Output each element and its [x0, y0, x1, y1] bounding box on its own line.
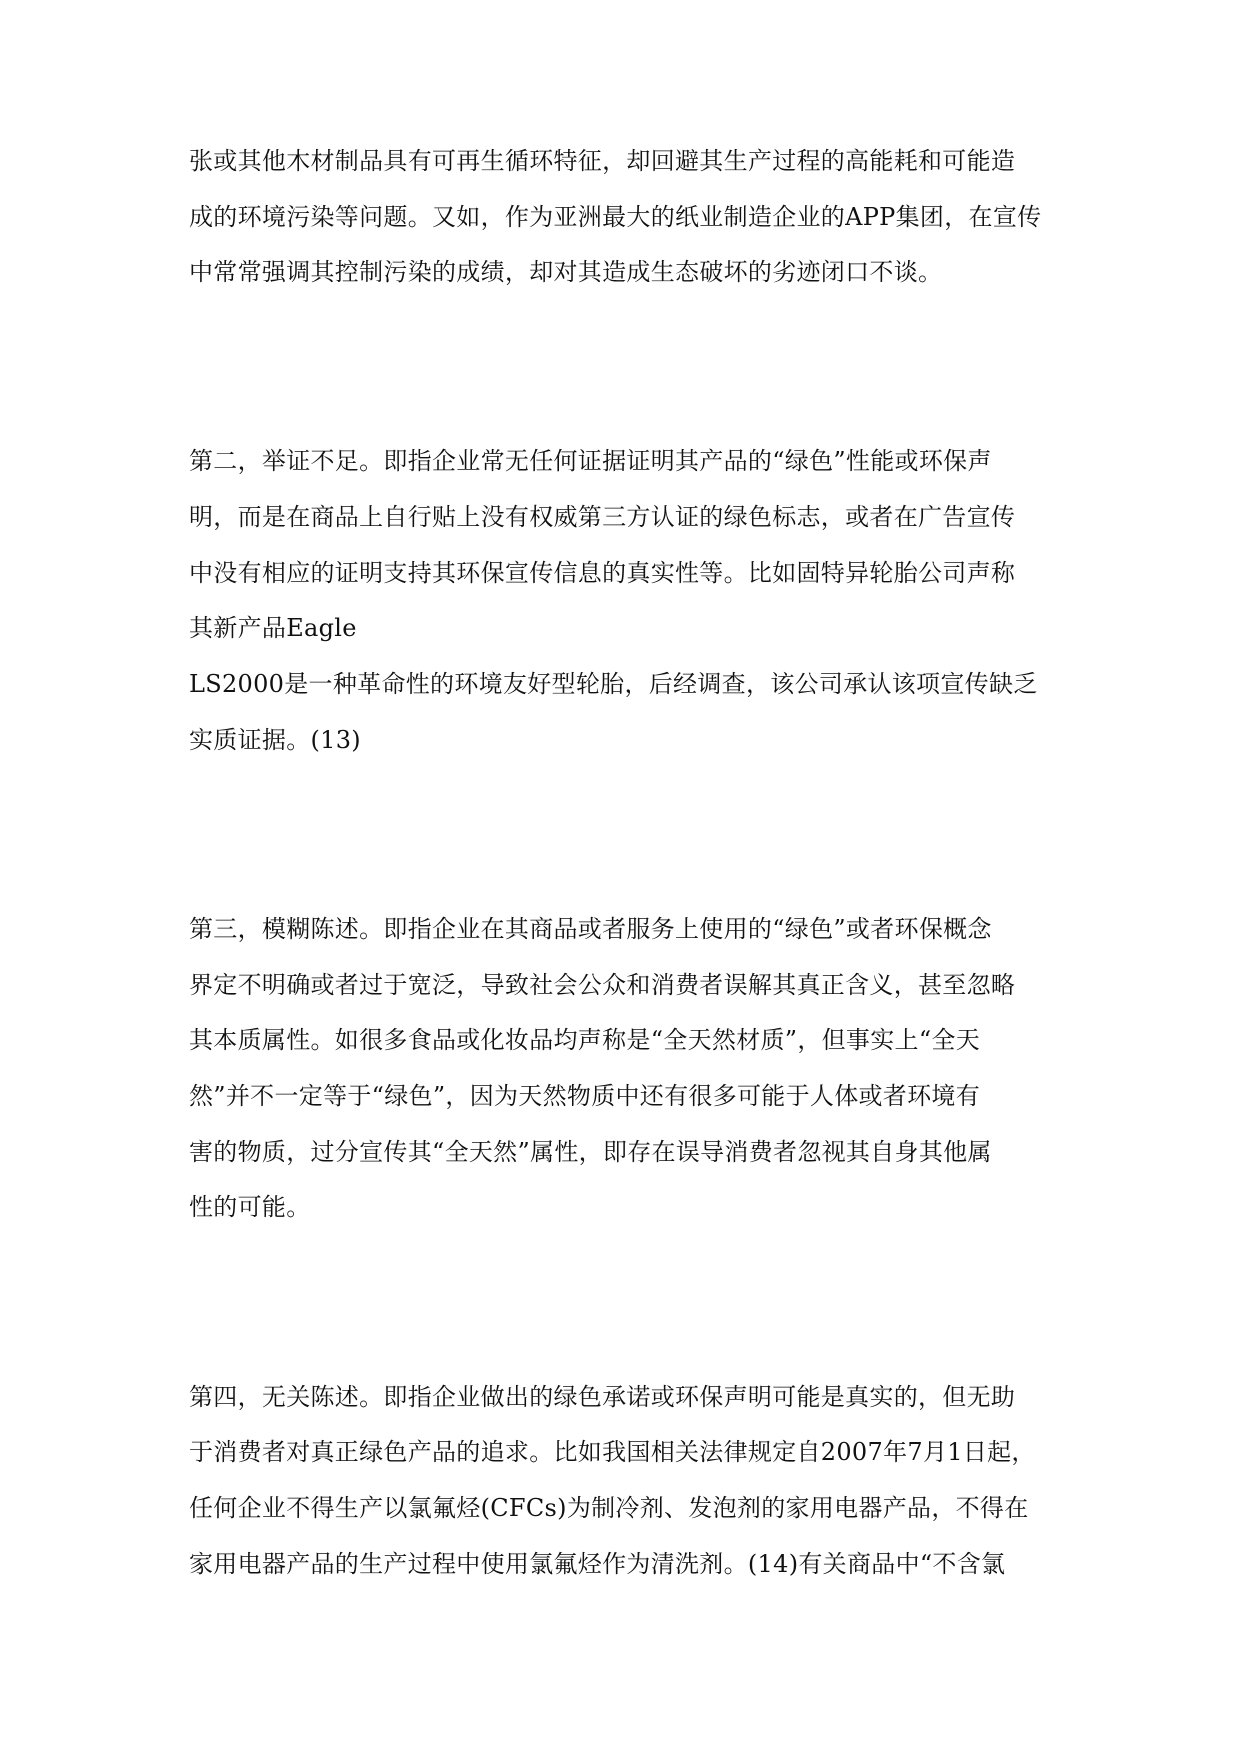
text-line: 成的环境污染等问题。又如，作为亚洲最大的纸业制造企业的APP集团，在宣传 — [189, 203, 1042, 231]
text-line: 明，而是在商品上自行贴上没有权威第三方认证的绿色标志，或者在广告宣传 — [189, 503, 1016, 531]
text-line: 第三，模糊陈述。即指企业在其商品或者服务上使用的“绿色”或者环保概念 — [189, 915, 992, 943]
text-line: 界定不明确或者过于宽泛，导致社会公众和消费者误解其真正含义，甚至忽略 — [189, 971, 1016, 999]
text-line: 中没有相应的证明支持其环保宣传信息的真实性等。比如固特异轮胎公司声称 — [189, 559, 1016, 587]
text-line: LS2000是一种革命性的环境友好型轮胎，后经调查，该公司承认该项宣传缺乏 — [189, 670, 1038, 698]
text-line: 任何企业不得生产以氯氟烃(CFCs)为制冷剂、发泡剂的家用电器产品，不得在 — [189, 1494, 1029, 1522]
text-line: 其本质属性。如很多食品或化妆品均声称是“全天然材质”，但事实上“全天 — [189, 1026, 981, 1054]
text-line: 其新产品Eagle — [189, 614, 357, 642]
text-line: 于消费者对真正绿色产品的追求。比如我国相关法律规定自2007年7月1日起， — [189, 1438, 1036, 1466]
text-line: 中常常强调其控制污染的成绩，却对其造成生态破坏的劣迹闭口不谈。 — [189, 258, 943, 286]
text-line: 第二，举证不足。即指企业常无任何证据证明其产品的“绿色”性能或环保声 — [189, 447, 992, 475]
text-line: 然”并不一定等于“绿色”，因为天然物质中还有很多可能于人体或者环境有 — [189, 1082, 981, 1110]
text-line: 实质证据。(13) — [189, 726, 361, 754]
text-line: 家用电器产品的生产过程中使用氯氟烃作为清洗剂。(14)有关商品中“不含氯 — [189, 1550, 1006, 1578]
text-line: 性的可能。 — [189, 1193, 311, 1221]
text-line: 害的物质，过分宣传其“全天然”属性，即存在误导消费者忽视其自身其他属 — [189, 1138, 992, 1166]
text-line: 张或其他木材制品具有可再生循环特征，却回避其生产过程的高能耗和可能造 — [189, 147, 1016, 175]
text-line: 第四，无关陈述。即指企业做出的绿色承诺或环保声明可能是真实的，但无助 — [189, 1383, 1016, 1411]
